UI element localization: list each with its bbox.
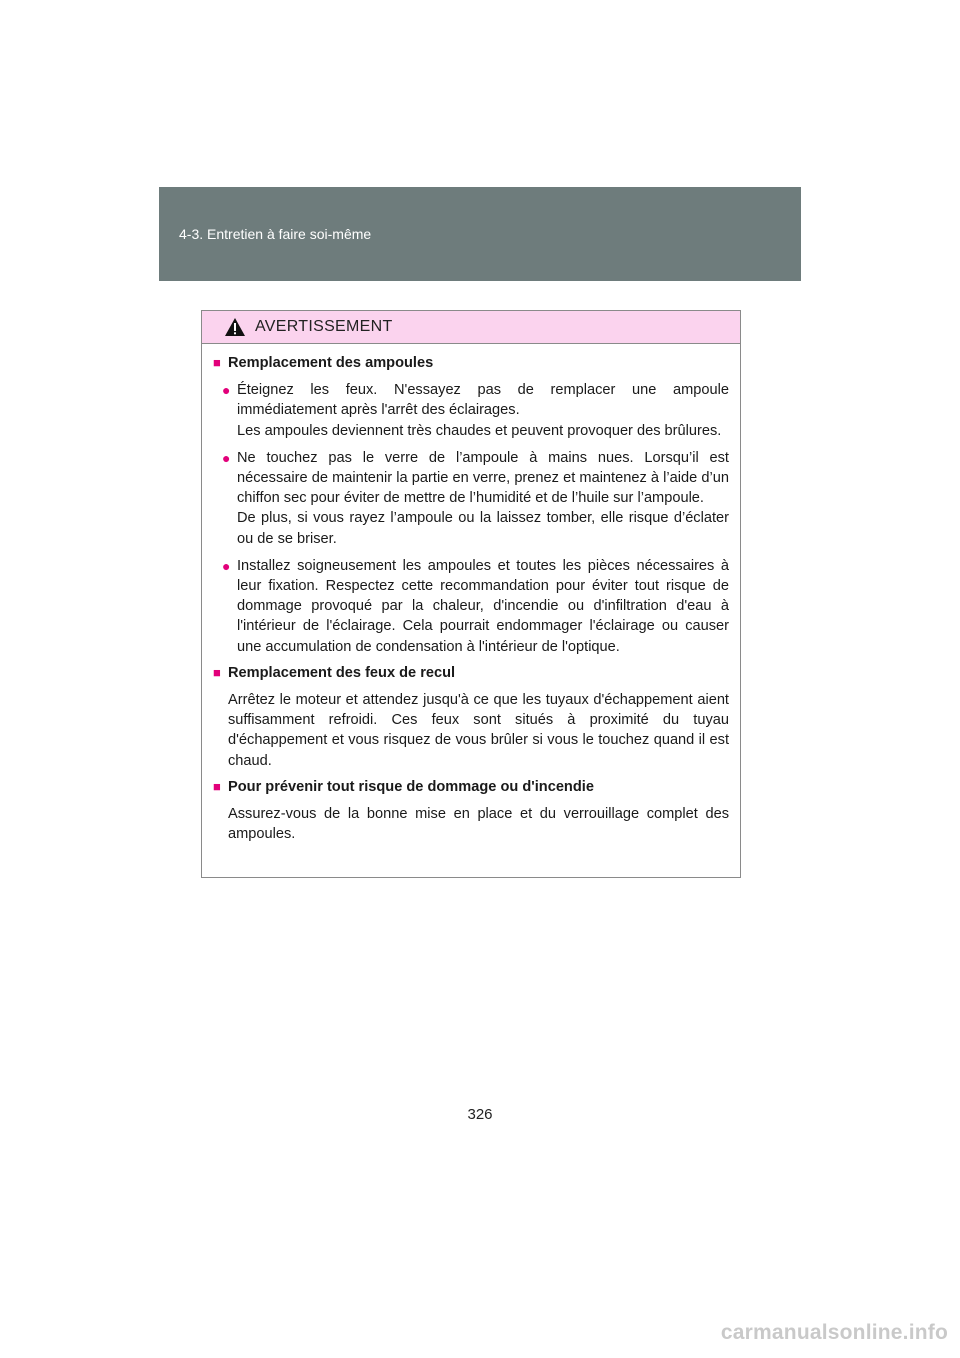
topic-fire-prevention xyxy=(213,777,729,845)
warning-body xyxy=(202,344,740,844)
warning-title: AVERTISSEMENT xyxy=(255,318,393,335)
circle-bullet-icon: ● xyxy=(222,557,231,574)
topic-text: Assurez-vous de la bonne mise en place et du verrouillage complet des ampoules. xyxy=(228,806,729,843)
list-item xyxy=(213,448,729,549)
topic-title: Remplacement des feux de recul xyxy=(228,664,456,681)
list-item xyxy=(213,556,729,657)
list-item xyxy=(213,380,729,441)
bullet-text: De plus, si vous rayez l’ampoule ou la laissez tomber, elle risque d’éclater ou de se briser. xyxy=(237,510,729,547)
bullet-text: Éteignez les feux. N'essayez pas de remplacer une ampoule immédiatement après l'arrêt des éclairages. xyxy=(237,382,729,419)
section-header-band xyxy=(159,187,801,281)
warning-header xyxy=(202,311,740,344)
square-bullet-icon: ■ xyxy=(213,778,221,794)
bullet-text: Les ampoules deviennent très chaudes et peuvent provoquer des brûlures. xyxy=(237,422,722,439)
warning-box xyxy=(201,310,741,878)
topic-text: Arrêtez le moteur et attendez jusqu'à ce que les tuyaux d'échappement aient suffisamment refroidi. Ces feux sont situés à proximité du tuyau d'échappement et vous risquez de vous brûler si vous le touchez quand il est chaud. xyxy=(228,692,729,769)
bullet-text: Installez soigneusement les ampoules et toutes les pièces nécessaires à leur fixation. Respectez cette recommandation pour éviter tout risque de dommage provoqué par la chaleur, d'incendie ou d'infiltration d'eau à l'intérieur de l'éclairage. Cela pourrait endommager l'éclairage ou causer une accumulation de condensation à l'intérieur de l'optique. xyxy=(237,557,729,655)
topic-title: Remplacement des ampoules xyxy=(228,355,434,371)
square-bullet-icon: ■ xyxy=(213,355,221,370)
square-bullet-icon: ■ xyxy=(213,664,221,680)
section-label: 4-3. Entretien à faire soi-même xyxy=(179,226,372,242)
topic-title: Pour prévenir tout risque de dommage ou d'incendie xyxy=(228,778,594,795)
watermark: carmanualsonline.info xyxy=(720,1321,948,1344)
bullet-text: Ne touchez pas le verre de l’ampoule à mains nues. Lorsqu’il est nécessaire de maintenir la partie en verre, prenez et maintenez à l’aide d’un chiffon sec pour éviter de mettre de l’humidité et de l’huile sur l’ampoule. xyxy=(237,449,729,507)
page-number: 326 xyxy=(467,1106,493,1123)
topic-reverse-lights xyxy=(213,663,729,771)
circle-bullet-icon: ● xyxy=(222,449,231,466)
topic-bulb-replacement xyxy=(213,353,729,657)
circle-bullet-icon: ● xyxy=(222,382,231,399)
warning-triangle-icon xyxy=(224,317,246,337)
